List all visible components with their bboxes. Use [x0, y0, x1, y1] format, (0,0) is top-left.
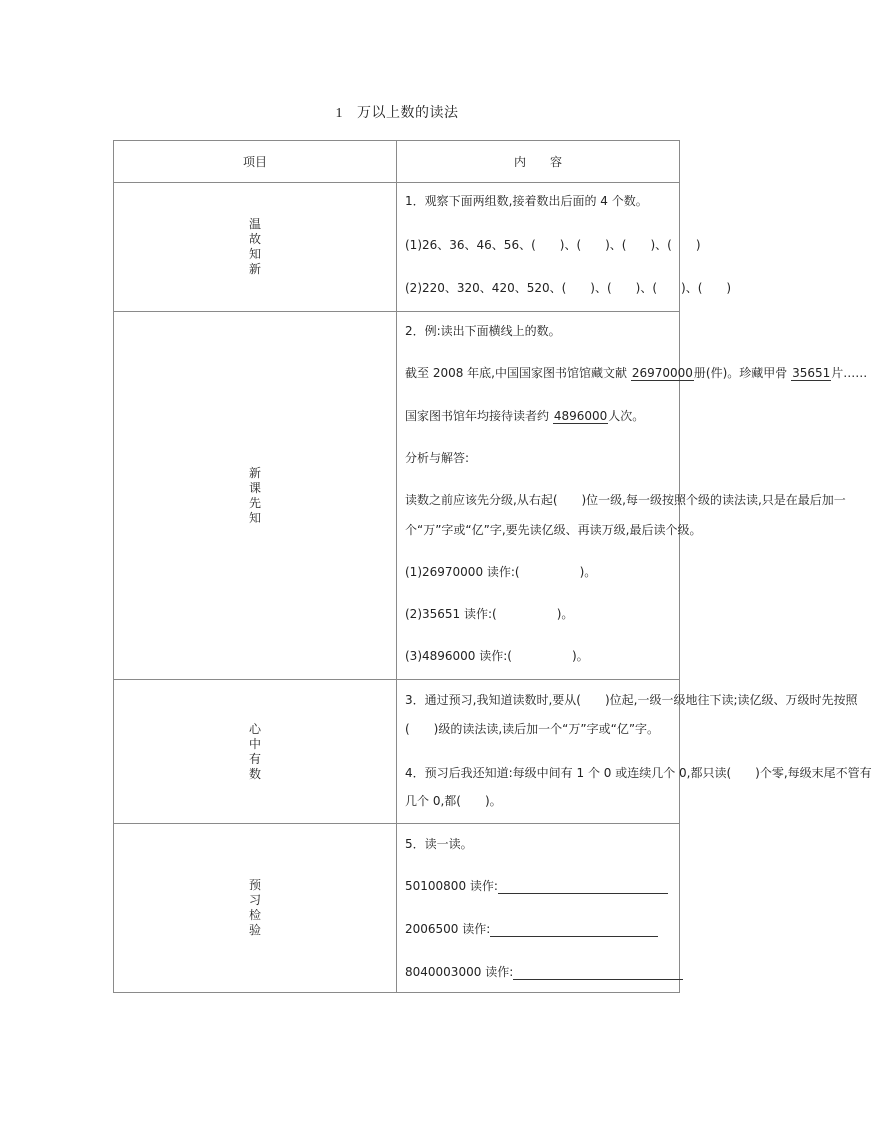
question-1-part-1: (1)26、36、46、56、( )、( )、( )、( ) — [405, 238, 701, 252]
example-text: 国家图书馆年均接待读者约 — [405, 409, 550, 423]
header-row — [114, 141, 680, 183]
question-3-line-1: 3．通过预习,我知道读数时,要从( )位起,一级一级地往下读;读亿级、万级时先按照 — [405, 693, 858, 707]
answer-line[interactable] — [490, 924, 658, 937]
section-content — [397, 680, 872, 824]
question-5-title: 5．读一读。 — [405, 837, 473, 851]
read-item-number: 2006500 — [405, 922, 459, 936]
section-check — [114, 824, 680, 993]
read-item — [405, 920, 658, 937]
section-category — [114, 312, 397, 680]
question-2-title: 2．例:读出下面横线上的数。 — [405, 324, 561, 338]
read-exercise-3: (3)4896000 读作:( )。 — [405, 649, 589, 663]
section-content — [397, 183, 732, 312]
read-exercise-2: (2)35651 读作:( )。 — [405, 607, 574, 621]
underlined-number: 26970000 — [631, 366, 693, 380]
example-text: 册(件)。珍藏甲骨 — [693, 366, 788, 380]
example-line-1 — [405, 364, 867, 381]
section-content — [397, 824, 680, 993]
section-category — [114, 824, 397, 993]
read-item — [405, 963, 683, 980]
rule-line-1: 读数之前应该先分级,从右起( )位一级,每一级按照个级的读法读,只是在最后加一 — [405, 493, 846, 507]
question-3-line-2: ( )级的读法读,读后加一个“万”字或“亿”字。 — [405, 722, 660, 736]
header-content — [397, 141, 680, 183]
underlined-number: 35651 — [792, 366, 831, 380]
question-1-title: 1．观察下面两组数,接着数出后面的 4 个数。 — [405, 194, 648, 208]
underlined-number: 4896000 — [553, 409, 608, 423]
title-text: 万以上数的读法 — [357, 105, 459, 121]
header-content-label: 内 容 — [513, 155, 562, 169]
answer-line[interactable] — [498, 881, 668, 894]
page-title — [0, 102, 794, 122]
read-item — [405, 877, 668, 894]
read-item-number: 50100800 — [405, 879, 467, 893]
analysis-heading: 分析与解答: — [405, 451, 470, 465]
section-category-label: 心中有数 — [248, 721, 261, 781]
question-4-line-2: 几个 0,都( )。 — [405, 794, 502, 808]
section-category — [114, 680, 397, 824]
example-line-2 — [405, 407, 644, 424]
section-category-label: 新课先知 — [248, 465, 261, 525]
worksheet-table — [113, 140, 872, 993]
title-number: 1 — [335, 106, 343, 121]
question-1-part-2: (2)220、320、420、520、( )、( )、( )、( ) — [405, 281, 732, 295]
read-item-label: 读作: — [485, 965, 514, 979]
section-review — [114, 183, 680, 312]
section-understanding — [114, 680, 680, 824]
section-category-label: 温故知新 — [248, 217, 261, 276]
rule-line-2: 个“万”字或“亿”字,要先读亿级、再读万级,最后读个级。 — [405, 523, 702, 537]
section-category — [114, 183, 397, 312]
read-item-label: 读作: — [462, 922, 491, 936]
example-text: 截至 2008 年底,中国国家图书馆馆藏文献 — [405, 366, 627, 380]
answer-line[interactable] — [513, 967, 683, 980]
section-content — [397, 312, 868, 680]
read-item-label: 读作: — [469, 879, 498, 893]
question-4-line-1: 4．预习后我还知道:每级中间有 1 个 0 或连续几个 0,都只读( )个零,每级末尾不管有 — [405, 766, 872, 780]
section-preview — [114, 312, 680, 680]
example-text: 片…… — [831, 366, 868, 380]
header-category: 项目 — [114, 141, 397, 183]
example-text: 人次。 — [608, 409, 645, 423]
read-exercise-1: (1)26970000 读作:( )。 — [405, 565, 597, 579]
section-category-label: 预习检验 — [248, 878, 261, 937]
read-item-number: 8040003000 — [405, 965, 482, 979]
